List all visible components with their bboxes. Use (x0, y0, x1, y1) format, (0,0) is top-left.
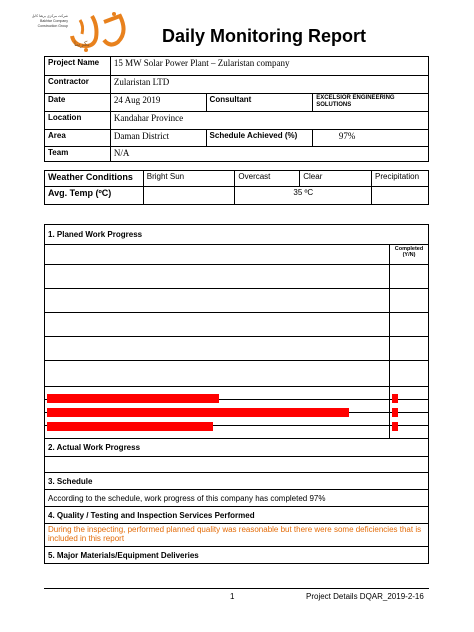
contractor-value: Zularistan LTD (110, 76, 428, 94)
avg-temp-value: 35 ºC (235, 187, 372, 205)
redaction-bar (47, 394, 219, 403)
redaction-bar (47, 408, 349, 417)
schedule-text: According to the schedule, work progress of this company has completed 97% (45, 490, 429, 507)
temp-cell-empty-1 (143, 187, 235, 205)
avg-temp-label: Avg. Temp (ºC) (45, 187, 144, 205)
location-label: Location (45, 112, 111, 130)
consultant-value: EXCELSIOR ENGINEERING SOLUTIONS (313, 94, 429, 112)
redaction-mark (392, 394, 398, 403)
project-info-table (44, 56, 429, 162)
area-value: Daman District (110, 130, 206, 147)
completed-cell-5 (390, 361, 429, 387)
planned-row-2 (45, 289, 390, 313)
redaction-mark (392, 408, 398, 417)
completed-cell-3 (390, 313, 429, 337)
project-name-value: 15 MW Solar Power Plant – Zularistan company (110, 57, 428, 76)
logo-line-3: Construction Group (37, 24, 68, 28)
planned-row-3 (45, 313, 390, 337)
completed-cell-4 (390, 337, 429, 361)
planned-row-4 (45, 337, 390, 361)
page-number: 1 (230, 592, 235, 601)
completed-header: Completed (Y/N) (390, 245, 429, 265)
weather-option-precipitation: Precipitation (372, 171, 429, 187)
weather-option-clear: Clear (300, 171, 372, 187)
team-label: Team (45, 147, 111, 162)
section-materials: 5. Major Materials/Equipment Deliveries (45, 547, 429, 564)
redaction-mark (392, 422, 398, 431)
project-name-label: Project Name (45, 57, 111, 76)
planned-row-1 (45, 265, 390, 289)
consultant-label: Consultant (206, 94, 313, 112)
team-value: N/A (110, 147, 428, 162)
company-logo (22, 10, 137, 52)
weather-option-bright-sun: Bright Sun (143, 171, 235, 187)
footer-divider (44, 588, 429, 589)
section-quality: 4. Quality / Testing and Inspection Services Performed (45, 507, 429, 524)
section-actual-work: 2. Actual Work Progress (45, 439, 429, 457)
location-value: Kandahar Province (110, 112, 428, 130)
redaction-bar (47, 422, 213, 431)
temp-cell-empty-2 (372, 187, 429, 205)
date-label: Date (45, 94, 111, 112)
weather-table (44, 170, 429, 205)
document-reference: Project Details DQAR_2019-2-16 (306, 592, 424, 601)
completed-cell-1 (390, 265, 429, 289)
planned-row-header (45, 245, 390, 265)
weather-conditions-label: Weather Conditions (45, 171, 144, 187)
page-title: Daily Monitoring Report (162, 26, 366, 46)
schedule-value: 97% (313, 130, 429, 147)
logo-arabic-text: بكرينا (74, 41, 90, 48)
quality-text: During the inspecting, performed planned quality was reasonable but there were some deficiencies that is included in this report (45, 524, 429, 547)
date-value: 24 Aug 2019 (110, 94, 206, 112)
planned-row-5 (45, 361, 390, 387)
contractor-label: Contractor (45, 76, 111, 94)
schedule-label: Schedule Achieved (%) (206, 130, 313, 147)
actual-work-row (45, 457, 429, 473)
section-planned-work: 1. Planed Work Progress (45, 225, 429, 245)
weather-option-overcast: Overcast (235, 171, 300, 187)
logo-line-2: Bakhtar Company (39, 19, 68, 23)
area-label: Area (45, 130, 111, 147)
completed-cell-2 (390, 289, 429, 313)
logo-line-1: شركت مرکزی برهنا کابل (31, 14, 68, 18)
section-schedule: 3. Schedule (45, 473, 429, 490)
